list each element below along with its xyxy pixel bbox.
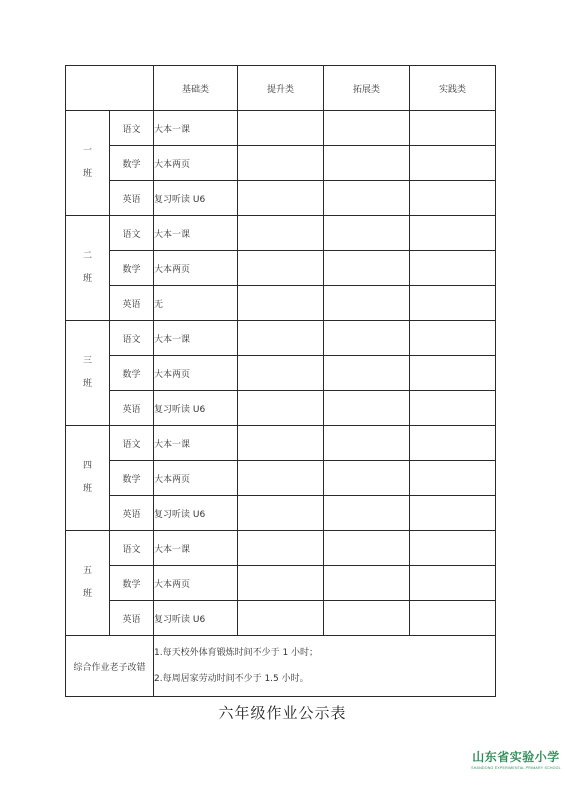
class-name-char: 四 (82, 460, 92, 471)
practice-task-cell (410, 531, 496, 566)
advanced-task-cell (238, 321, 324, 356)
subject-cell: 数学 (110, 356, 154, 391)
class-name-char: 二 (82, 250, 92, 261)
subject-cell: 语文 (110, 426, 154, 461)
subject-cell: 语文 (110, 531, 154, 566)
practice-task-cell (410, 391, 496, 426)
subject-cell: 语文 (110, 216, 154, 251)
header-corner-cell (66, 66, 154, 111)
class-5-row (66, 531, 496, 566)
extended-task-cell (324, 496, 410, 531)
advanced-task-cell (238, 566, 324, 601)
basic-task-cell: 大本两页 (154, 566, 238, 601)
basic-task-cell: 大本一课 (154, 216, 238, 251)
comprehensive-line: 2.每周居家劳动时间不少于 1.5 小时。 (154, 674, 309, 684)
extended-task-cell (324, 286, 410, 321)
basic-task-cell: 大本两页 (154, 146, 238, 181)
subject-cell: 英语 (110, 286, 154, 321)
advanced-task-cell (238, 496, 324, 531)
basic-task-cell: 大本一课 (154, 426, 238, 461)
advanced-task-cell (238, 216, 324, 251)
advanced-task-cell (238, 531, 324, 566)
class-2-row (66, 251, 496, 286)
practice-task-cell (410, 321, 496, 356)
class-name-char: 班 (82, 379, 92, 389)
basic-task-cell: 大本一课 (154, 531, 238, 566)
page-caption: 六年级作业公示表 (218, 704, 347, 722)
class-3-row (66, 356, 496, 391)
basic-task-cell: 复习听读 U6 (154, 496, 238, 531)
class-name-char: 一 (82, 145, 92, 156)
homework-table-body (66, 66, 496, 697)
class-4-row (66, 426, 496, 461)
subject-cell: 数学 (110, 251, 154, 286)
practice-task-cell (410, 461, 496, 496)
basic-task-cell: 大本两页 (154, 251, 238, 286)
class-3-row (66, 391, 496, 426)
class-name-cell (66, 111, 110, 216)
subject-cell: 英语 (110, 601, 154, 636)
extended-task-cell (324, 181, 410, 216)
extended-task-cell (324, 566, 410, 601)
basic-task-cell: 无 (154, 286, 238, 321)
comprehensive-label: 综合作业老子改错 (66, 636, 154, 697)
header-advanced: 提升类 (238, 66, 324, 111)
advanced-task-cell (238, 601, 324, 636)
practice-task-cell (410, 216, 496, 251)
basic-task-cell: 大本一课 (154, 111, 238, 146)
extended-task-cell (324, 356, 410, 391)
subject-cell: 语文 (110, 111, 154, 146)
subject-cell: 语文 (110, 321, 154, 356)
basic-task-cell: 大本一课 (154, 321, 238, 356)
class-name-char: 三 (82, 355, 92, 366)
comprehensive-content (154, 636, 496, 697)
class-2-row (66, 286, 496, 321)
practice-task-cell (410, 146, 496, 181)
extended-task-cell (324, 391, 410, 426)
class-name-char: 班 (82, 589, 92, 599)
header-basic: 基础类 (154, 66, 238, 111)
subject-cell: 英语 (110, 181, 154, 216)
extended-task-cell (324, 321, 410, 356)
practice-task-cell (410, 181, 496, 216)
class-name-char: 五 (82, 565, 92, 576)
subject-cell: 数学 (110, 146, 154, 181)
class-4-row (66, 461, 496, 496)
extended-task-cell (324, 461, 410, 496)
class-name-cell (66, 531, 110, 636)
basic-task-cell: 大本两页 (154, 461, 238, 496)
extended-task-cell (324, 531, 410, 566)
basic-task-cell: 大本两页 (154, 356, 238, 391)
extended-task-cell (324, 601, 410, 636)
subject-cell: 数学 (110, 566, 154, 601)
school-logo-english: SHANDONG EXPERIMENTAL PRIMARY SCHOOL (471, 766, 561, 770)
class-5-row (66, 601, 496, 636)
practice-task-cell (410, 496, 496, 531)
basic-task-cell: 复习听读 U6 (154, 391, 238, 426)
advanced-task-cell (238, 391, 324, 426)
extended-task-cell (324, 216, 410, 251)
advanced-task-cell (238, 146, 324, 181)
subject-cell: 英语 (110, 391, 154, 426)
class-name-char: 班 (82, 274, 92, 284)
advanced-task-cell (238, 426, 324, 461)
school-logo (470, 748, 562, 770)
header-practice: 实践类 (410, 66, 496, 111)
extended-task-cell (324, 426, 410, 461)
basic-task-cell: 复习听读 U6 (154, 601, 238, 636)
practice-task-cell (410, 111, 496, 146)
class-5-row (66, 566, 496, 601)
subject-cell: 数学 (110, 461, 154, 496)
header-row (66, 66, 496, 111)
class-name-char: 班 (82, 484, 92, 494)
comprehensive-row (66, 636, 496, 697)
class-1-row (66, 111, 496, 146)
practice-task-cell (410, 251, 496, 286)
advanced-task-cell (238, 111, 324, 146)
basic-task-cell: 复习听读 U6 (154, 181, 238, 216)
extended-task-cell (324, 111, 410, 146)
advanced-task-cell (238, 181, 324, 216)
practice-task-cell (410, 426, 496, 461)
homework-table (65, 65, 496, 697)
extended-task-cell (324, 251, 410, 286)
class-1-row (66, 181, 496, 216)
practice-task-cell (410, 566, 496, 601)
header-extended: 拓展类 (324, 66, 410, 111)
class-4-row (66, 496, 496, 531)
class-name-cell (66, 216, 110, 321)
class-name-cell (66, 321, 110, 426)
subject-cell: 英语 (110, 496, 154, 531)
class-name-char: 班 (82, 169, 92, 179)
class-name-cell (66, 426, 110, 531)
class-3-row (66, 321, 496, 356)
extended-task-cell (324, 146, 410, 181)
advanced-task-cell (238, 356, 324, 391)
class-2-row (66, 216, 496, 251)
comprehensive-line: 1.每天校外体育锻炼时间不少于 1 小时； (154, 648, 319, 658)
class-1-row (66, 146, 496, 181)
practice-task-cell (410, 356, 496, 391)
advanced-task-cell (238, 461, 324, 496)
advanced-task-cell (238, 251, 324, 286)
advanced-task-cell (238, 286, 324, 321)
school-logo-name: 山东省实验小学 (472, 750, 560, 764)
practice-task-cell (410, 601, 496, 636)
practice-task-cell (410, 286, 496, 321)
